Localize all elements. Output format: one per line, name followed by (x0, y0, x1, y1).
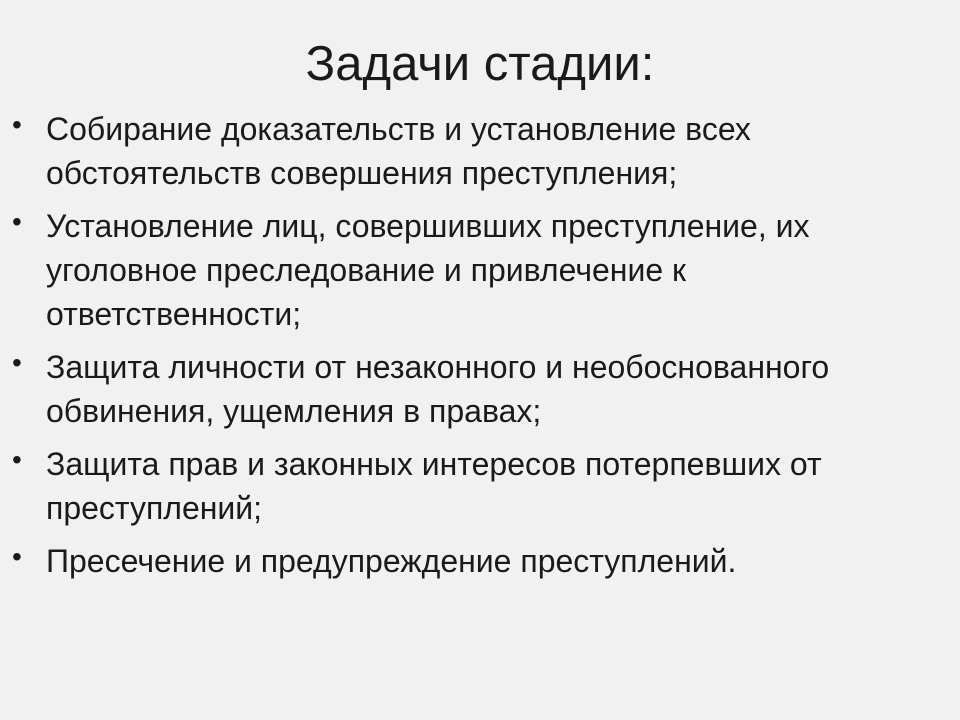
bullet-dot-icon: • (12, 109, 22, 140)
bullet-text: Защита прав и законных интересов потерпевших от преступлений; (46, 446, 822, 526)
bullet-item (12, 107, 942, 195)
bullet-dot-icon: • (12, 347, 22, 378)
bullet-text: Пресечение и предупреждение преступлений. (46, 543, 737, 579)
bullet-item (12, 442, 942, 530)
bullet-dot-icon: • (12, 206, 22, 237)
bullet-item (12, 204, 942, 336)
bullet-text: Установление лиц, совершивших преступление, их уголовное преследование и привлечение к ответственности; (46, 208, 810, 332)
bullet-text: Защита личности от незаконного и необоснованного обвинения, ущемления в правах; (46, 349, 830, 429)
bullet-item (12, 539, 942, 583)
slide-title: Задачи стадии: (305, 37, 655, 91)
bullet-dot-icon: • (12, 541, 22, 572)
bullet-dot-icon: • (12, 444, 22, 475)
bullet-list (12, 107, 942, 592)
bullet-item (12, 345, 942, 433)
bullet-text: Собирание доказательств и установление всех обстоятельств совершения преступления; (46, 111, 751, 191)
